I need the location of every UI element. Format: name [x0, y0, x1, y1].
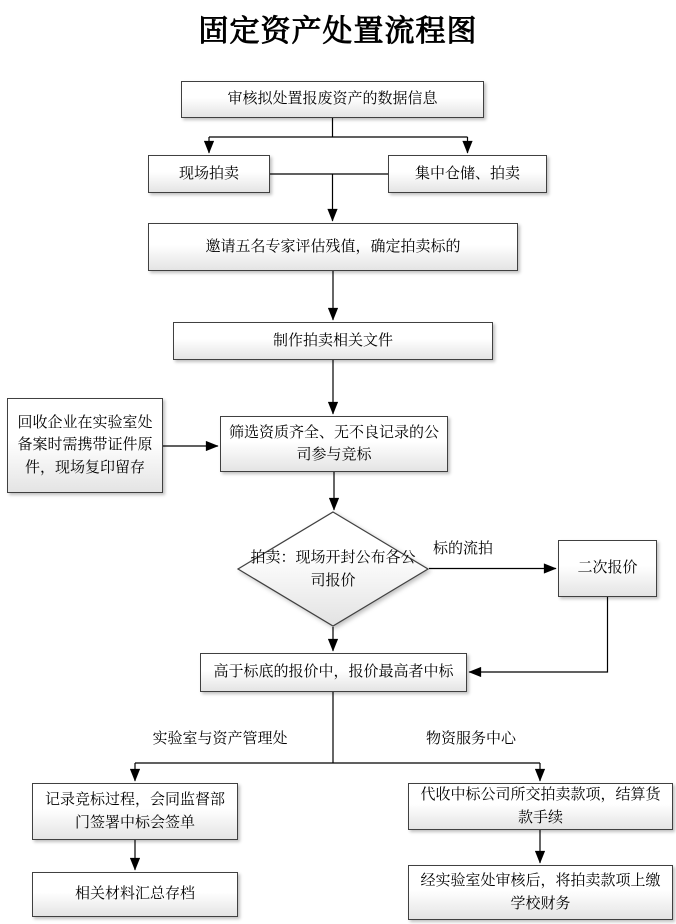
step-invite-experts: 邀请五名专家评估残值，确定拍卖标的 — [148, 223, 518, 271]
step-collect-payment: 代收中标公司所交拍卖款项，结算货款手续 — [408, 783, 673, 830]
step-audit-scrap-data: 审核拟处置报废资产的数据信息 — [181, 81, 484, 118]
step-second-offer: 二次报价 — [558, 540, 657, 597]
step-central-storage-auction: 集中仓储、拍卖 — [388, 155, 547, 193]
note-recycler-credentials: 回收企业在实验室处备案时需携带证件原件，现场复印留存 — [7, 398, 163, 493]
decision-auction-open-bids: 拍卖：现场开封公布各公司报价 — [250, 548, 416, 589]
step-remit-to-finance: 经实验室处审核后，将拍卖款项上缴学校财务 — [408, 865, 673, 920]
step-make-auction-docs: 制作拍卖相关文件 — [173, 322, 493, 360]
edge-label-material-center: 物资服务中心 — [425, 730, 516, 747]
step-archive-materials: 相关材料汇总存档 — [32, 872, 238, 917]
step-screen-companies: 筛选资质齐全、无不良记录的公司参与竞标 — [220, 416, 448, 472]
edge-label-lab-asset-dept: 实验室与资产管理处 — [152, 730, 288, 747]
page-title: 固定资产处置流程图 — [198, 15, 478, 48]
edge-label-failed-auction: 标的流拍 — [433, 540, 494, 557]
step-highest-bid-wins: 高于标底的报价中，报价最高者中标 — [200, 653, 467, 692]
step-onsite-auction: 现场拍卖 — [148, 155, 270, 193]
step-record-and-sign: 记录竞标过程，会同监督部门签署中标会签单 — [32, 783, 238, 840]
